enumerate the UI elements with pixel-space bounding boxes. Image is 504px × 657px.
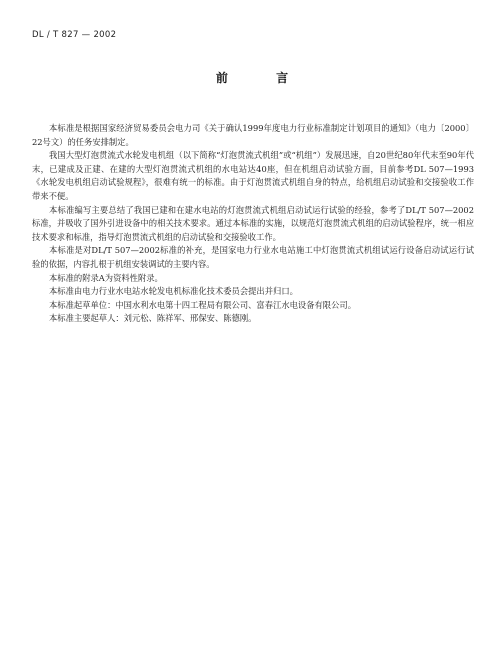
- foreword-body: [32, 122, 474, 326]
- paragraph-supplement: 本标准是对DL/T 507—2002标准的补充，是国家电力行业水电站施工中灯泡贯流式机组试运行设备启动试运行试验的依据，内容扎根于机组安装调试的主要内容。: [32, 245, 474, 269]
- paragraph-proposer: 本标准由电力行业水电站水轮发电机标准化技术委员会提出并归口。: [49, 286, 298, 297]
- paragraph-purpose: 本标准是根据国家经济贸易委员会电力司《关于确认1999年度电力行业标准制定计划项目的通知》（电力〔2000〕22号文）的任务安排制定。: [32, 123, 474, 147]
- standard-code-header: DL / T 827 — 2002: [32, 30, 117, 40]
- paragraph-scope: 本标准编写主要总结了我国已建和在建水电站的灯泡贯流式机组启动试运行试验的经验，参考了DL/T 507—2002标准，并吸收了国外引进设备中的相关技术要求。通过本标准的实施，以规范灯泡贯流式机组的启动试验程序，统一相应技术要求和标准，指导灯泡贯流式机组的启动试验和交接验收工作。: [32, 204, 474, 242]
- paragraph-drafting-units: 本标准起草单位：中国水利水电第十四工程局有限公司、富春江水电设备有限公司。: [49, 299, 356, 310]
- paragraph-background: 我国大型灯泡贯流式水轮发电机组（以下简称“灯泡贯流式机组”或“机组”）发展迅速，自20世纪80年代末至90年代末，已建成及正建、在建的大型灯泡贯流式机组的水电站达40座，但在机组启动试验方面，目前参考DL 507—1993《水轮发电机组启动试验规程》，很难有统一的标准。由于灯泡贯流式机组自身的特点，给机组启动试验和交接验收工作带来不便。: [32, 150, 474, 201]
- page-title: 前 言: [215, 71, 311, 85]
- paragraph-drafters: 本标准主要起草人：刘元松、陈祥军、邢保安、陈德刚。: [49, 313, 257, 324]
- paragraph-appendix: 本标准的附录A为资料性附录。: [49, 272, 163, 283]
